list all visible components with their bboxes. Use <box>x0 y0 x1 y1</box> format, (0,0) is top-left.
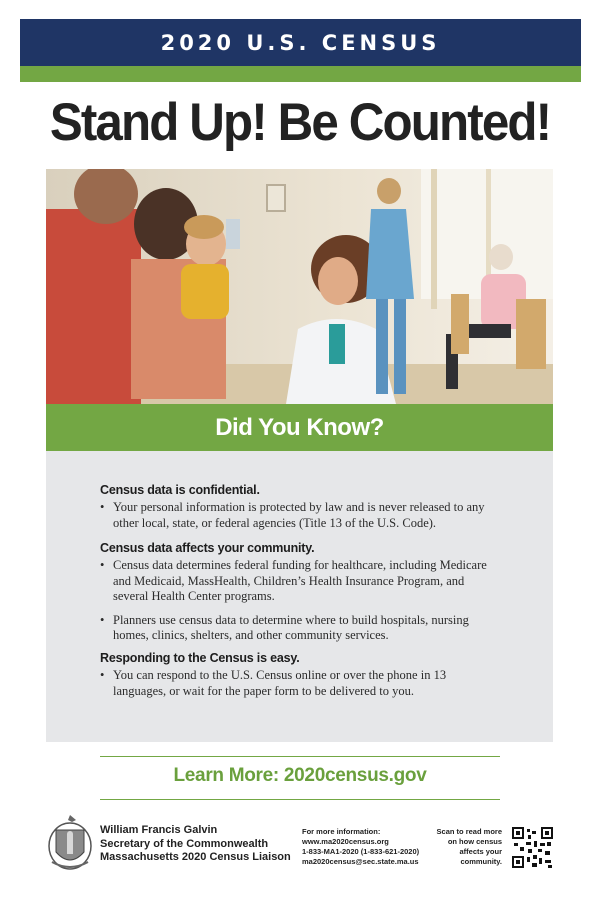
liaison-title: Massachusetts 2020 Census Liaison <box>100 851 291 863</box>
banner-title: 2020 U.S. CENSUS <box>160 30 441 55</box>
phone-number[interactable]: 1-833-MA1-2020 (1-833-621-2020) <box>302 847 420 856</box>
scan-line: community. <box>460 857 502 866</box>
clinic-photo <box>46 169 553 404</box>
did-you-know-bar <box>46 404 553 451</box>
scan-note <box>420 827 502 867</box>
top-banner <box>20 19 581 66</box>
section-community <box>100 541 490 652</box>
divider-top <box>100 756 500 757</box>
green-stripe <box>20 66 581 82</box>
scan-line: affects your <box>459 847 502 856</box>
secretary-name: William Francis Galvin <box>100 824 218 836</box>
learn-more-link[interactable]: Learn More: 2020census.gov <box>173 765 427 786</box>
scan-line: Scan to read more <box>436 827 502 836</box>
secretary-title: Secretary of the Commonwealth <box>100 837 269 850</box>
section-confidential <box>100 483 490 539</box>
section-responding <box>100 651 490 707</box>
bullet-item: • Your personal information is protected by law and is never released to any other local, state, or federal agencies (Title 13 of the U.S. Code). <box>100 500 490 531</box>
website-link[interactable]: www.ma2020census.org <box>302 837 389 846</box>
contact-heading: For more information: <box>302 827 381 836</box>
qr-code-icon[interactable] <box>512 827 553 868</box>
divider-bottom <box>100 799 500 800</box>
section-heading: Census data is confidential. <box>100 483 260 497</box>
section-heading: Responding to the Census is easy. <box>100 651 300 665</box>
email-link[interactable]: ma2020census@sec.state.ma.us <box>302 857 419 866</box>
bullet-item: • You can respond to the U.S. Census online or over the phone in 13 languages, or wait for the paper form to be delivered to you. <box>100 668 490 699</box>
scan-line: on how census <box>447 837 502 846</box>
did-you-know-title: Did You Know? <box>215 413 384 441</box>
bullet-item: • Planners use census data to determine where to build hospitals, nursing homes, clinics, shelters, and other community services. <box>100 613 490 644</box>
massachusetts-seal-icon <box>46 812 94 872</box>
section-heading: Census data affects your community. <box>100 541 315 555</box>
headline: Stand Up! Be Counted! <box>49 93 551 152</box>
bullet-item: • Census data determines federal funding for healthcare, including Medicare and Medicaid, MassHealth, Children’s Health Insurance Program, and several Health Center programs. <box>100 558 490 605</box>
secretary-block <box>100 824 300 865</box>
